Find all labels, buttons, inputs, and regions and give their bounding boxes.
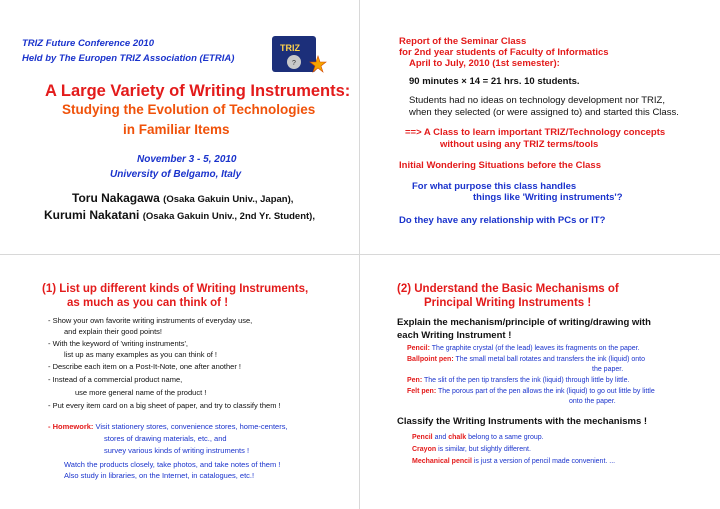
felt-label: Felt pen: bbox=[407, 388, 437, 395]
classify-line3 bbox=[412, 458, 615, 465]
explain-line2: each Writing Instrument ! bbox=[397, 330, 512, 341]
list-item: - Instead of a commercial product name, bbox=[48, 375, 183, 384]
horizontal-divider bbox=[0, 254, 720, 255]
classify-pencil: Pencil bbox=[412, 434, 433, 441]
mechanism-pencil bbox=[407, 345, 640, 352]
pen-label: Pen: bbox=[407, 377, 423, 384]
homework-text1: Visit stationery stores, convenience stores, home-centers, bbox=[95, 422, 288, 431]
homework-line1 bbox=[48, 422, 288, 431]
list-item: - Describe each item on a Post-It-Note, one after another ! bbox=[48, 362, 242, 371]
author2-name: Kurumi Nakatani bbox=[44, 208, 140, 222]
classify-mechanical-pencil: Mechanical pencil bbox=[412, 458, 472, 465]
host-line: Held by The Europen TRIZ Association (ETRIA) bbox=[22, 53, 235, 64]
mechanism-ballpoint bbox=[407, 356, 645, 363]
author2 bbox=[44, 208, 315, 222]
slide3-heading2: as much as you can think of ! bbox=[67, 297, 229, 309]
felt-text-cont: onto the paper. bbox=[569, 398, 616, 405]
class-hours: 90 minutes × 14 = 21 hrs. 10 students. bbox=[409, 76, 580, 87]
list-item: and explain their good points! bbox=[64, 327, 162, 336]
homework-text2: stores of drawing materials, etc., and bbox=[104, 434, 227, 443]
svg-text:?: ? bbox=[292, 60, 296, 67]
list-item: - Put every item card on a big sheet of paper, and try to classify them ! bbox=[48, 401, 281, 410]
slide3-heading1: (1) List up different kinds of Writing Instruments, bbox=[42, 283, 309, 295]
no-idea-line2: when they selected (or were assigned to) and started this Class. bbox=[409, 107, 679, 118]
list-item: - Show your own favorite writing instruments of everyday use, bbox=[48, 316, 253, 325]
pen-text: The slit of the pen tip transfers the ink (liquid) through little by little. bbox=[424, 377, 630, 384]
author2-affiliation: (Osaka Gakuin Univ., 2nd Yr. Student), bbox=[142, 211, 315, 222]
conclusion-line2: without using any TRIZ terms/tools bbox=[440, 139, 599, 150]
ballpoint-text-cont: the paper. bbox=[592, 366, 624, 373]
triz-logo bbox=[268, 34, 328, 74]
mechanism-pen bbox=[407, 377, 629, 384]
pencil-text: The graphite crystal (of the lead) leaves its fragments on the paper. bbox=[431, 345, 640, 352]
mechanism-felt-pen bbox=[407, 388, 655, 395]
classify-mechanical-text: is just a version of pencil made convenient. ... bbox=[473, 458, 616, 465]
list-item: use more general name of the product ! bbox=[75, 388, 207, 397]
conference-date: November 3 - 5, 2010 bbox=[137, 154, 237, 165]
conference-venue: University of Belgamo, Italy bbox=[110, 169, 242, 180]
question1-line1: For what purpose this class handles bbox=[412, 181, 577, 192]
classify-group-text: belong to a same group. bbox=[468, 434, 544, 441]
subtitle-line2: in Familiar Items bbox=[123, 122, 230, 137]
explain-line1: Explain the mechanism/principle of writing/drawing with bbox=[397, 317, 651, 328]
ballpoint-label: Ballpoint pen: bbox=[407, 356, 454, 363]
report-line3: April to July, 2010 (1st semester): bbox=[409, 58, 560, 69]
homework-text3: survey various kinds of writing instruments ! bbox=[104, 446, 250, 455]
homework-text4: Watch the products closely, take photos, and take notes of them ! bbox=[64, 460, 281, 469]
homework-text5: Also study in libraries, on the Internet, in catalogues, etc.! bbox=[64, 471, 255, 480]
classify-crayon-text: is similar, but slightly different. bbox=[438, 446, 531, 453]
conclusion-line1: ==> A Class to learn important TRIZ/Technology concepts bbox=[405, 127, 666, 138]
classify-line2 bbox=[412, 446, 531, 453]
question2: Do they have any relationship with PCs or IT? bbox=[399, 215, 606, 226]
classify-crayon: Crayon bbox=[412, 446, 437, 453]
conference-name: TRIZ Future Conference 2010 bbox=[22, 38, 154, 49]
pencil-label: Pencil: bbox=[407, 345, 430, 352]
author1 bbox=[72, 191, 293, 205]
author1-name: Toru Nakagawa bbox=[72, 191, 160, 205]
logo-text: TRIZ bbox=[280, 43, 300, 53]
classify-line1 bbox=[412, 434, 544, 441]
question1-line2: things like 'Writing instruments'? bbox=[473, 192, 623, 203]
slide4-heading1: (2) Understand the Basic Mechanisms of bbox=[397, 283, 619, 295]
ballpoint-text: The small metal ball rotates and transfers the ink (liquid) onto bbox=[455, 356, 645, 363]
homework-label: - Homework: bbox=[48, 422, 94, 431]
author1-affiliation: (Osaka Gakuin Univ., Japan), bbox=[163, 194, 294, 205]
classify-chalk: chalk bbox=[448, 434, 467, 441]
list-item: - With the keyword of 'writing instruments', bbox=[48, 339, 188, 348]
no-idea-line1: Students had no ideas on technology development nor TRIZ, bbox=[409, 95, 665, 106]
main-title: A Large Variety of Writing Instruments: bbox=[45, 82, 351, 100]
classify-and: and bbox=[434, 434, 447, 441]
slide4-heading2: Principal Writing Instruments ! bbox=[424, 297, 592, 309]
wondering-heading: Initial Wondering Situations before the Class bbox=[399, 160, 601, 171]
subtitle-line1: Studying the Evolution of Technologies bbox=[62, 102, 316, 117]
report-line1: Report of the Seminar Class bbox=[399, 36, 527, 47]
report-line2: for 2nd year students of Faculty of Informatics bbox=[399, 47, 609, 58]
felt-text: The porous part of the pen allows the ink (liquid) to go out little by little bbox=[438, 388, 655, 395]
classify-heading: Classify the Writing Instruments with the mechanisms ! bbox=[397, 416, 648, 427]
list-item: list up as many examples as you can think of ! bbox=[64, 350, 217, 359]
vertical-divider bbox=[359, 0, 360, 509]
